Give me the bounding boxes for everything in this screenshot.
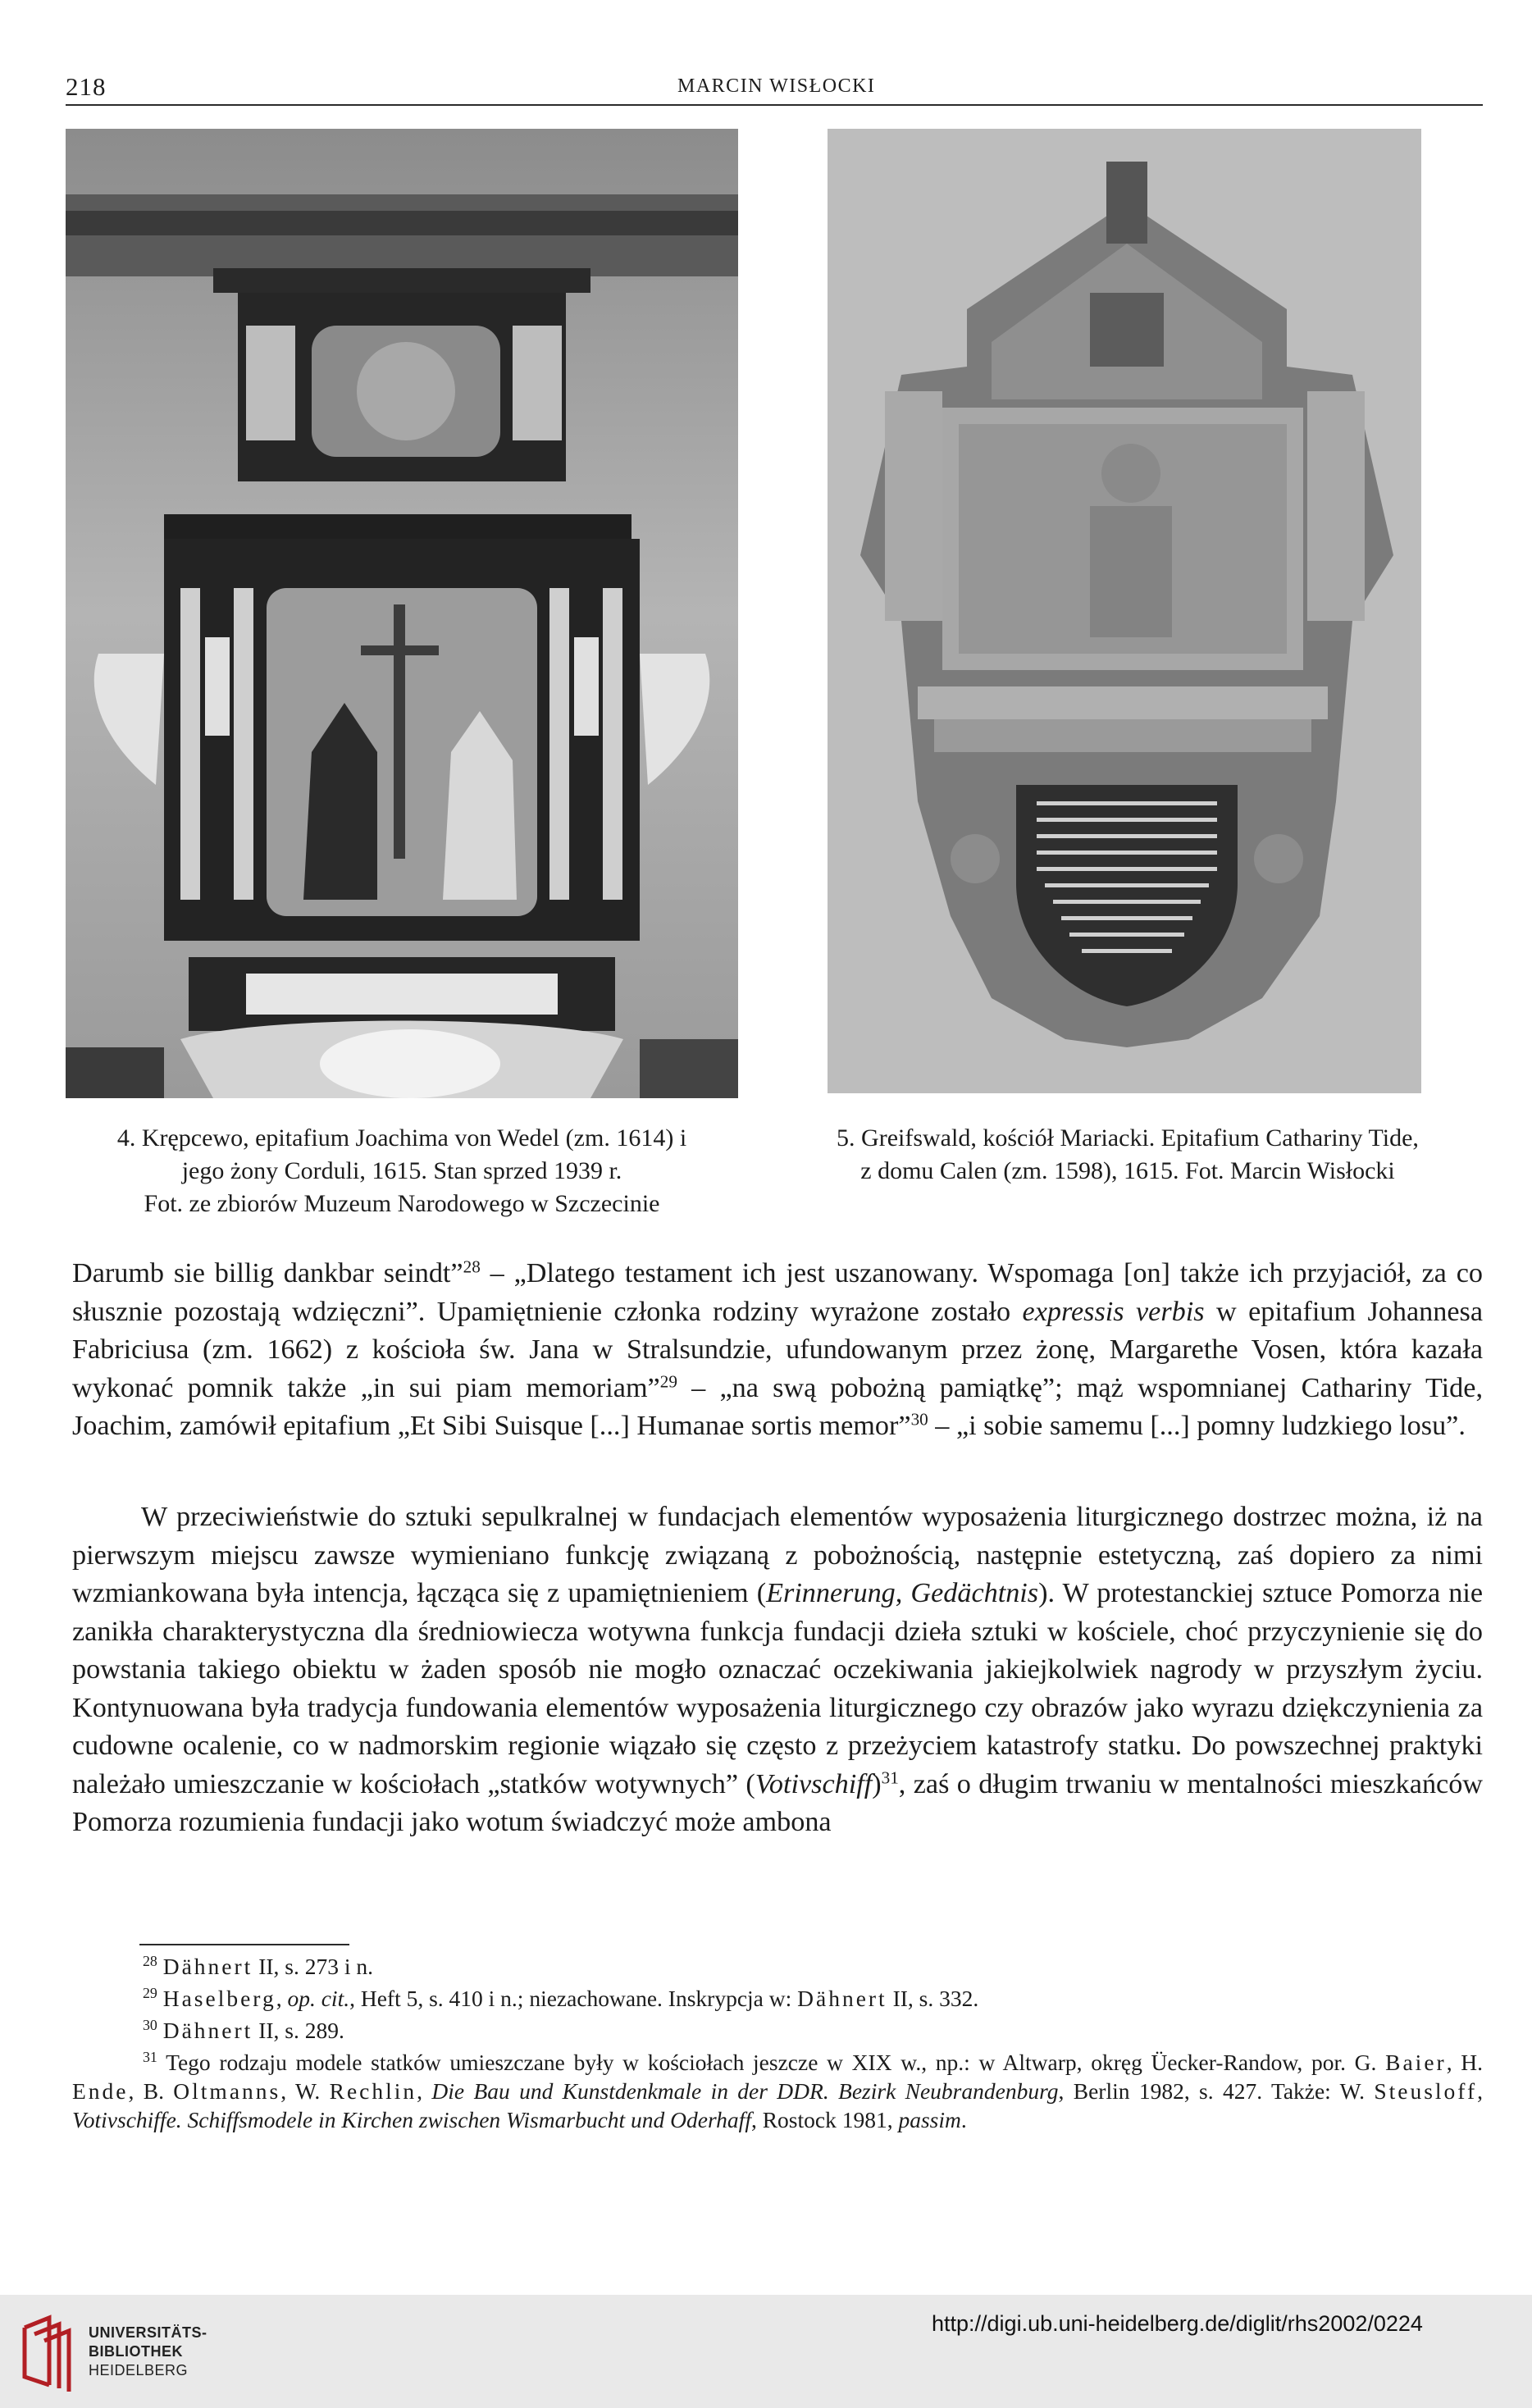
body-paragraph-1: Darumb sie billig dankbar seindt”$^{28}$ – „Dlatego testament ich jest uszanowany. Wspomaga [on] także ich przyjaciół, za co słusznie pozostają wdzięczni”. Upamiętnienie członka rodziny wyrażone zostało expressis verbis w epitafium Johannesa Fabriciusa (zm. 1662) z kościoła św. Jana w Stralsundzie, ufundowanym przez żonę, Margarethe Vosen, która kazała wykonać pomnik także „in sui piam memoriam”$^{29}$ – „na swą pobożną pamiątkę”; mąż wspomnianej Cathariny Tide, Joachim, zamówił epitafium „Et Sibi Suisque [...] Humanae sortis memor”$^{30}$ – „i sobie samemu [...] pomny ludzkiego losu”. (72, 1256, 1483, 1441)
library-name-line: BIBLIOTHEK (89, 2343, 183, 2360)
footnote-ref[interactable]: 28 (463, 1256, 481, 1277)
source-url-link[interactable]: http://digi.ub.uni-heidelberg.de/diglit/rhs2002/0224 (932, 2311, 1423, 2336)
footnote-ref[interactable]: 31 (881, 1767, 899, 1787)
footnote-ref[interactable]: 29 (659, 1370, 677, 1391)
figure-4-photo (66, 129, 738, 1098)
footnote-31: $^{31}$ Tego rodzaju modele statków umieszczane były w kościołach jeszcze w XIX w., np.: w Altwarp, okręg Üecker-Randow, por. G. Baier, H. Ende, B. Oltmanns, W. Rechlin, Die Bau und Kunstdenkmale in der DDR. Bezirk Neubrandenburg, Berlin 1982, s. 427. Także: W. Steusloff, Votivschiffe. Schiffsmodele in Kirchen zwischen Wismarbucht und Oderhaff, Rostock 1981, passim. (72, 2049, 1484, 2132)
library-logo-icon[interactable] (16, 2311, 87, 2393)
caption-line: z domu Calen (zm. 1598), 1615. Fot. Marcin Wisłocki (860, 1157, 1395, 1184)
epitaph-altar-illustration (66, 129, 738, 1098)
footnote-28: $^{28}$ Dähnert II, s. 273 i n. (143, 1953, 373, 1979)
running-head: MARCIN WISŁOCKI (677, 75, 876, 97)
header-rule (66, 104, 1483, 106)
library-name-line: UNIVERSITÄTS- (89, 2324, 207, 2341)
figure-5-photo (828, 129, 1421, 1093)
page-number: 218 (66, 72, 107, 101)
library-name-line: HEIDELBERG (89, 2362, 189, 2378)
caption-line: jego żony Corduli, 1615. Stan sprzed 1939 r. (181, 1157, 622, 1184)
footnote-29: $^{29}$ Haselberg, op. cit., Heft 5, s. 410 i n.; niezachowane. Inskrypcja w: Dähnert II, s. 332. (143, 1985, 979, 2011)
figure-4-caption (66, 1122, 738, 1220)
footnote-rule (139, 1944, 349, 1945)
figure-5-caption (787, 1122, 1468, 1188)
caption-line: Fot. ze zbiorów Muzeum Narodowego w Szczecinie (144, 1190, 660, 1217)
caption-line: 4. Krępcewo, epitafium Joachima von Wedel (zm. 1614) i (116, 1124, 687, 1152)
footnote-30: $^{30}$ Dähnert II, s. 289. (143, 2017, 344, 2043)
stone-epitaph-illustration (828, 129, 1421, 1093)
footnote-ref[interactable]: 30 (910, 1409, 928, 1430)
caption-line: 5. Greifswald, kościół Mariacki. Epitafium Cathariny Tide, (837, 1124, 1419, 1152)
body-paragraph-2: W przeciwieństwie do sztuki sepulkralnej w fundacjach elementów wyposażenia liturgicznego dostrzec można, iż na pierwszym miejscu zawsze wymieniano funkcję związaną z pobożnością, następnie estetyczną, zaś dopiero za nimi wzmiankowana była intencja, łącząca się z upamiętnieniem (Erinnerung, Gedächtnis). W protestanckiej sztuce Pomorza nie zanikła charakterystyczna dla średniowiecza wotywna funkcja fundacji dzieła sztuki w kościele, choć przyczynienie się do powstania takiego obiektu w żaden sposób nie mogło oznaczać oczekiwania jakiejkolwiek nagrody w przyszłym życiu. Kontynuowana była tradycja fundowania elementów wyposażenia liturgicznego czy obrazów jako wyrazu dziękczynienia za cudowne ocalenie, co w nadmorskim regionie wiązało się często z przeżyciem katastrofy statku. Do powszechnej praktyki należało umieszczanie w kościołach „statków wotywnych” (Votivschiff)$^{31}$, zaś o długim trwaniu w mentalności mieszkańców Pomorza rozumienia fundacji jako wotum świadczyć może ambona (72, 1502, 1483, 1837)
